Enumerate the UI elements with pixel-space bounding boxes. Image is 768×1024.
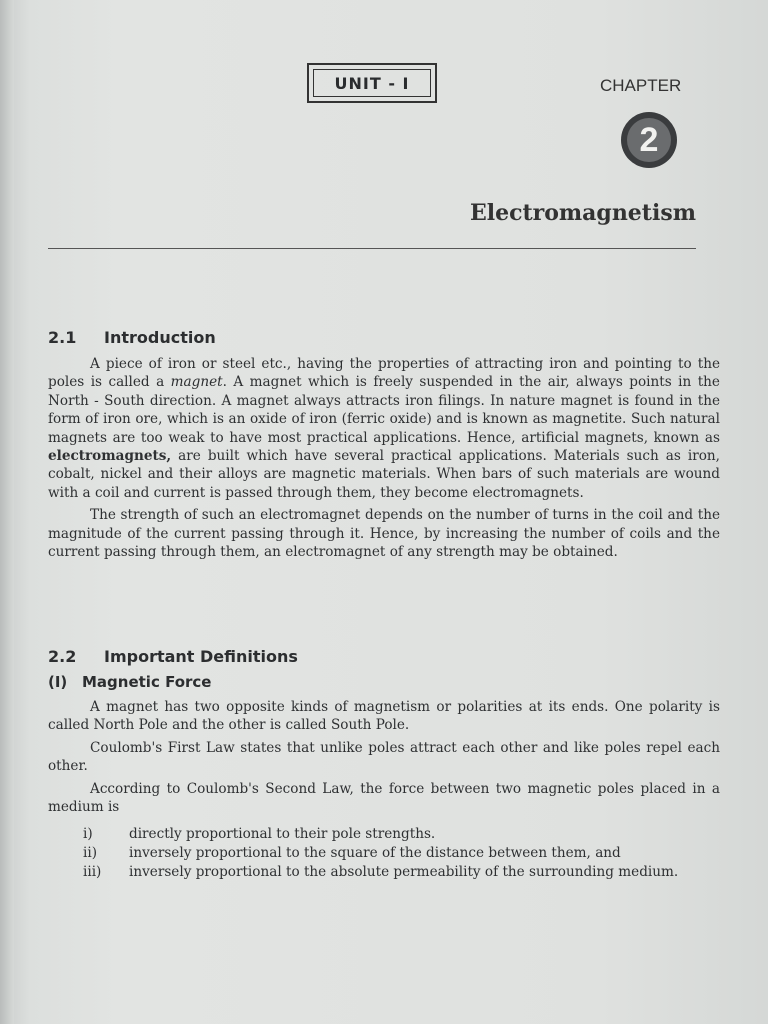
- list-text: inversely proportional to the square of the distance between them, and: [129, 845, 621, 861]
- section-heading-definitions: [48, 647, 298, 666]
- text-run: are built which have several practical applications. Materials such as iron, cobalt, nickel and their alloys are magnetic materials. When bars of such materials are wound with a coil and current is passed through them, they become electromagnets.: [48, 448, 720, 501]
- section-heading-introduction: [48, 328, 216, 347]
- list-text: inversely proportional to the absolute permeability of the surrounding medium.: [129, 864, 679, 880]
- unit-label: UNIT - I: [313, 69, 431, 97]
- text-run: . A magnet which is freely suspended in the air, always points in the North - South direction. A magnet always attracts iron filings. In nature magnet is found in the form of iron ore, which is an oxide of iron (ferric oxide) and is known as magnetite. Such natural magnets are too weak to have most practical applications. Hence, artificial magnets, known as: [48, 374, 720, 446]
- list-marker: ii): [83, 845, 97, 861]
- coulomb-law-list: [83, 825, 723, 882]
- magnetic-force-paragraph-2: Coulomb's First Law states that unlike poles attract each other and like poles repel each other.: [48, 739, 720, 775]
- definitions-body: [48, 698, 720, 816]
- list-item: [83, 844, 723, 863]
- list-text: directly proportional to their pole strengths.: [129, 826, 436, 842]
- chapter-number: 2: [639, 120, 659, 159]
- list-item: [83, 825, 723, 844]
- introduction-body: [48, 355, 720, 561]
- text-run: A piece of iron or steel etc., having the properties of attracting iron and pointing to the poles is called a: [48, 356, 720, 391]
- subsection-title: Magnetic Force: [82, 673, 212, 691]
- section-title: Important Definitions: [104, 647, 298, 666]
- title-divider: [48, 248, 696, 249]
- magnetic-force-paragraph-3: According to Coulomb's Second Law, the force between two magnetic poles placed in a medium is: [48, 780, 720, 816]
- page-binding-edge: [0, 0, 14, 1024]
- chapter-title: Electromagnetism: [469, 200, 696, 226]
- subsection-number: (I): [48, 673, 68, 691]
- subsection-heading-magnetic-force: [48, 673, 211, 691]
- section-number: 2.1: [48, 328, 77, 347]
- term-electromagnets: electromagnets,: [48, 448, 172, 465]
- unit-label-box: [307, 63, 437, 103]
- section-title: Introduction: [104, 328, 216, 347]
- introduction-paragraph-1: [48, 355, 720, 502]
- magnetic-force-paragraph-1: A magnet has two opposite kinds of magnetism or polarities at its ends. One polarity is called North Pole and the other is called South Pole.: [48, 699, 720, 734]
- list-marker: i): [83, 826, 93, 842]
- chapter-label: CHAPTER: [600, 76, 682, 95]
- list-marker: iii): [83, 864, 102, 880]
- chapter-number-badge: [612, 111, 686, 169]
- section-number: 2.2: [48, 647, 77, 666]
- introduction-paragraph-2: The strength of such an electromagnet depends on the number of turns in the coil and the magnitude of the current passing through it. Hence, by increasing the number of coils and the current passing through them, an electromagnet of any strength may be obtained.: [48, 507, 720, 561]
- list-item: [83, 863, 723, 882]
- term-magnet: magnet: [170, 374, 223, 391]
